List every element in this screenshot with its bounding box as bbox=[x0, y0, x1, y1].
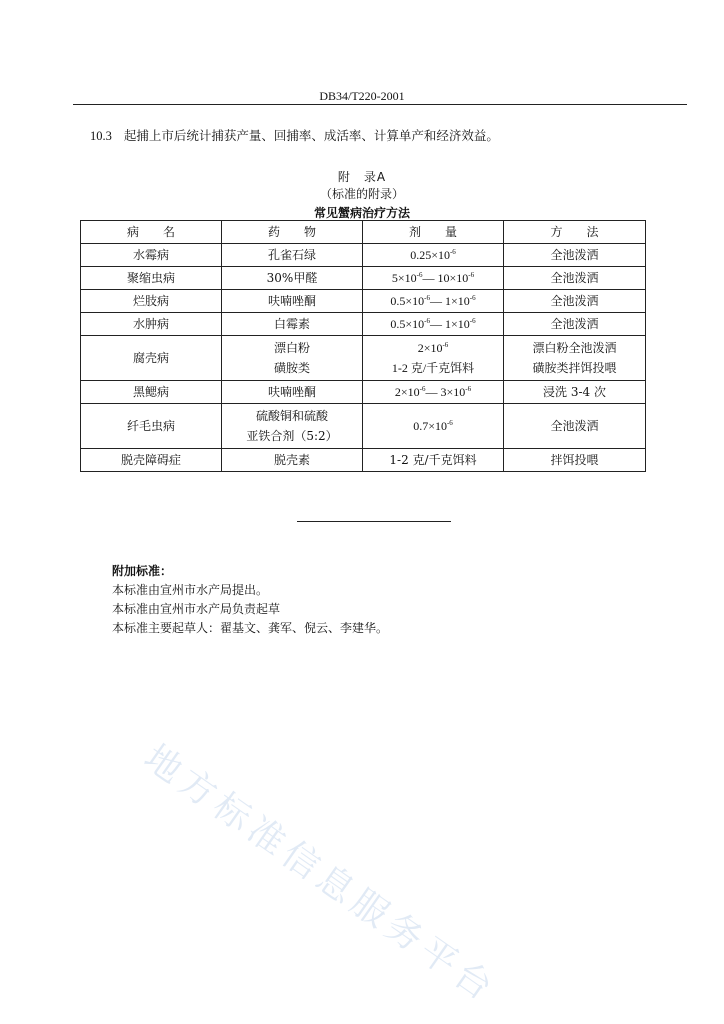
table-row bbox=[81, 267, 646, 290]
table-row bbox=[81, 336, 646, 381]
table-title: 常见蟹病治疗方法 bbox=[313, 206, 410, 220]
clause-number: 10.3 bbox=[90, 129, 112, 143]
dose-cell: 1-2 克/千克饵料 bbox=[363, 449, 504, 472]
dose-cell: $2\times 10^{-6}—$ $3\times 10^{-6}$ bbox=[363, 381, 504, 404]
dose-cell: $0.5\times 10^{-6}—$ $1\times 10^{-6}$ bbox=[363, 290, 504, 313]
dose-cell: $0.5\times 10^{-6}—$ $1\times 10^{-6}$ bbox=[363, 313, 504, 336]
disease-cell: 水肿病 bbox=[81, 313, 222, 336]
header-dose: 剂 量 bbox=[363, 221, 504, 244]
header-method: 方 法 bbox=[504, 221, 646, 244]
dose-cell: $5\times 10^{-6}—$ $10\times 10^{-6}$ bbox=[363, 267, 504, 290]
table-row bbox=[81, 244, 646, 267]
clause-text: 起捕上市后统计捕获产量、回捕率、成活率、计算单产和经济效益。 bbox=[123, 128, 499, 143]
method-cell: 全池泼洒 bbox=[504, 267, 646, 290]
drug-cell: 白霉素 bbox=[222, 313, 363, 336]
drug-cell: 漂白粉 磺胺类 bbox=[222, 336, 363, 381]
table-header-row bbox=[81, 221, 646, 244]
method-cell: 拌饵投喂 bbox=[504, 449, 646, 472]
additional-line: 本标准主要起草人：翟基文、龚军、倪云、李建华。 bbox=[112, 621, 389, 635]
document-code: DB34/T220-2001 bbox=[319, 89, 405, 103]
drug-cell: 脱壳素 bbox=[222, 449, 363, 472]
disease-cell: 脱壳障碍症 bbox=[81, 449, 222, 472]
disease-cell: 水霉病 bbox=[81, 244, 222, 267]
method-cell: 全池泼洒 bbox=[504, 244, 646, 267]
method-cell: 全池泼洒 bbox=[504, 313, 646, 336]
additional-line: 本标准由宣州市水产局提出。 bbox=[112, 583, 269, 597]
disease-cell: 黑鳃病 bbox=[81, 381, 222, 404]
disease-cell: 烂肢病 bbox=[81, 290, 222, 313]
end-rule bbox=[297, 521, 451, 522]
appendix-title: 附 录A bbox=[337, 170, 387, 184]
header-disease: 病 名 bbox=[81, 221, 222, 244]
method-cell: 全池泼洒 bbox=[504, 404, 646, 449]
disease-cell: 纤毛虫病 bbox=[81, 404, 222, 449]
dose-cell: $2\times 10^{-6}$ 1-2 克/千克饵料 bbox=[363, 336, 504, 381]
table-row bbox=[81, 290, 646, 313]
header-rule bbox=[73, 104, 687, 105]
clause-10-3 bbox=[90, 126, 499, 144]
table-row bbox=[81, 313, 646, 336]
method-cell: 漂白粉全池泼洒 磺胺类拌饵投喂 bbox=[504, 336, 646, 381]
additional-line: 本标准由宣州市水产局负责起草 bbox=[112, 602, 281, 616]
disease-cell: 聚缩虫病 bbox=[81, 267, 222, 290]
dose-cell: $0.25\times 10^{-6}$ bbox=[363, 244, 504, 267]
table-row bbox=[81, 404, 646, 449]
watermark: 地方标准信息服务平台 bbox=[136, 737, 505, 1012]
table-row bbox=[81, 449, 646, 472]
drug-cell: 孔雀石绿 bbox=[222, 244, 363, 267]
header-drug: 药 物 bbox=[222, 221, 363, 244]
table-row bbox=[81, 381, 646, 404]
drug-cell: 呋喃唑酮 bbox=[222, 381, 363, 404]
method-cell: 浸洗 3-4 次 bbox=[504, 381, 646, 404]
drug-cell: 硫酸铜和硫酸 亚铁合剂（5:2） bbox=[222, 404, 363, 449]
disease-cell: 腐壳病 bbox=[81, 336, 222, 381]
method-cell: 全池泼洒 bbox=[504, 290, 646, 313]
additional-heading: 附加标准： bbox=[112, 564, 173, 578]
drug-cell: 30%甲醛 bbox=[222, 267, 363, 290]
appendix-subtitle: （标准的附录） bbox=[319, 187, 404, 201]
dose-cell: $0.7\times 10^{-6}$ bbox=[363, 404, 504, 449]
treatment-table bbox=[80, 220, 646, 472]
drug-cell: 呋喃唑酮 bbox=[222, 290, 363, 313]
